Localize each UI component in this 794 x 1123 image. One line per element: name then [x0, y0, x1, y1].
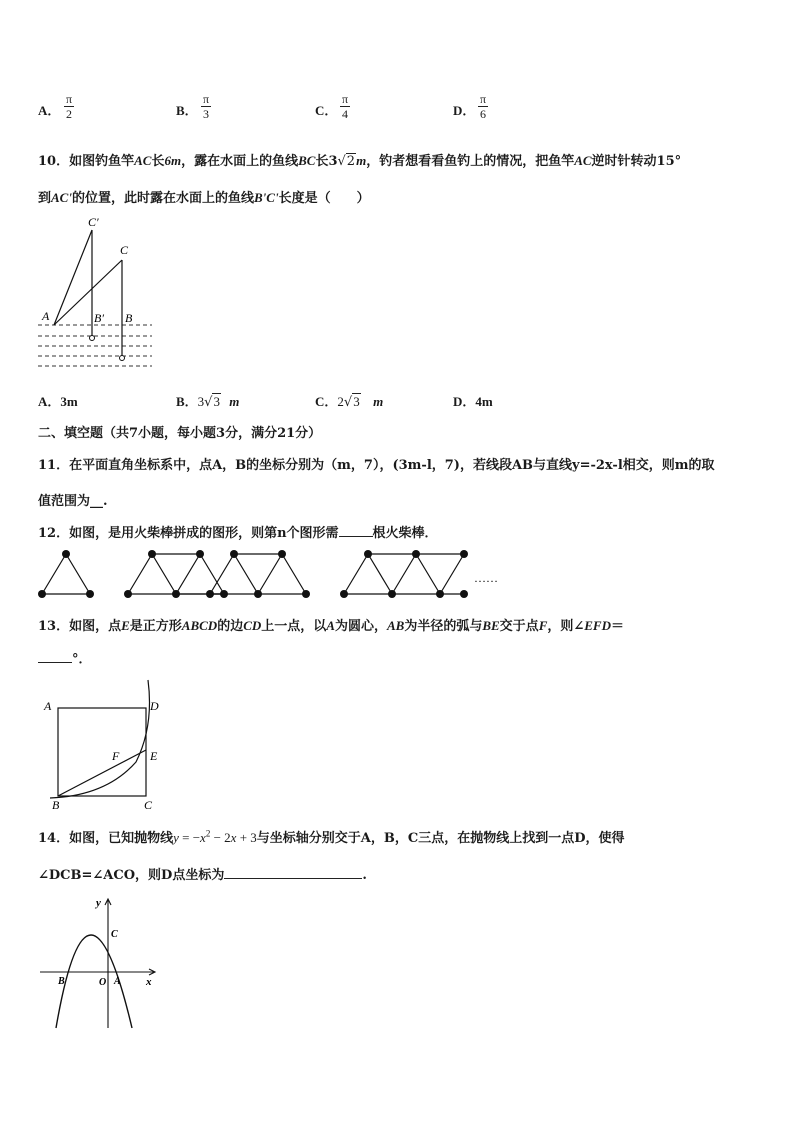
label-C-prime: C′ [88, 215, 99, 229]
q14-line1: 14．如图，已知抛物线$y = -x^2 - 2x + 3$与坐标轴分别交于A，B，C三点，在抛物线上找到一点D，使得 [38, 828, 625, 846]
q9-option-b-fraction: $\frac{\pi}{3}$ [203, 92, 210, 121]
q12-ellipsis: …… [474, 571, 498, 585]
sqrt-symbol: √ [337, 154, 346, 169]
q10-line2: 到AC'的位置，此时露在水面上的鱼线B'C'长度是（ ） [38, 190, 370, 206]
q10-option-b: B．3√3 m [176, 394, 240, 410]
label-A: A [114, 976, 121, 987]
q14-answer-blank [224, 878, 362, 879]
q9-option-a-letter: A． [38, 103, 61, 118]
label-A: A [44, 699, 52, 713]
q12-answer-blank [339, 536, 373, 537]
q10-fishing-rod-figure [30, 212, 170, 372]
q9-option-c-fraction: $\frac{\pi}{4}$ [342, 92, 349, 121]
q14-parabola-figure [36, 892, 166, 1032]
q11-line2: 值范围为__. [38, 494, 108, 509]
q9-option-b-letter: B． [176, 103, 198, 118]
q9-option-c-letter: C． [315, 103, 338, 118]
q10-option-d: D．4m [453, 394, 493, 409]
q9-option-d-letter: D． [453, 103, 476, 118]
label-x: x [146, 976, 152, 988]
q11-line1: 11．在平面直角坐标系中，点A，B的坐标分别为（m，7），(3m-l，7)，若线段AB与直线y=-2x-l相交，则m的取 [38, 458, 715, 473]
label-B-prime: B′ [94, 311, 104, 325]
q13-line1: 13．如图，点E是正方形ABCD的边CD上一点，以A为圆心，AB为半径的弧与BE交于点F，则∠EFD＝ [38, 618, 625, 634]
label-B: B [58, 976, 65, 987]
label-y: y [96, 897, 101, 909]
q12-text: 12．如图，是用火柴棒拼成的图形，则第n个图形需 根火柴棒． [38, 526, 438, 541]
q9-option-d-fraction: $\frac{\pi}{6}$ [480, 92, 487, 121]
section-2-heading: 二、填空题（共7小题，每小题3分，满分21分） [38, 426, 322, 441]
q10-option-c: C．2√3 m [315, 394, 384, 410]
label-C: C [144, 798, 153, 812]
q12-matchstick-figures [36, 548, 516, 600]
q9-option-a-fraction: $\frac{\pi}{2}$ [66, 92, 73, 121]
q14-line2: ∠DCB=∠ACO，则D点坐标为 . [38, 868, 367, 883]
label-A: A [42, 309, 50, 323]
q13-square-arc-figure [36, 676, 176, 814]
label-C: C [111, 929, 118, 940]
label-O: O [99, 977, 107, 988]
q13-line2: °． [38, 648, 92, 667]
label-B: B [52, 798, 60, 812]
label-B: B [125, 311, 133, 325]
label-D: D [150, 699, 159, 713]
label-C: C [120, 243, 129, 257]
label-F: F [112, 749, 120, 763]
label-E: E [150, 749, 158, 763]
q13-answer-blank [38, 662, 72, 663]
q10-line1: 10．如图钓鱼竿AC长6m，露在水面上的鱼线BC长3√2m，钓者想看看鱼钓上的情况，把鱼竿AC逆时针转动15° [38, 153, 682, 169]
q10-option-a: A．3m [38, 394, 78, 409]
